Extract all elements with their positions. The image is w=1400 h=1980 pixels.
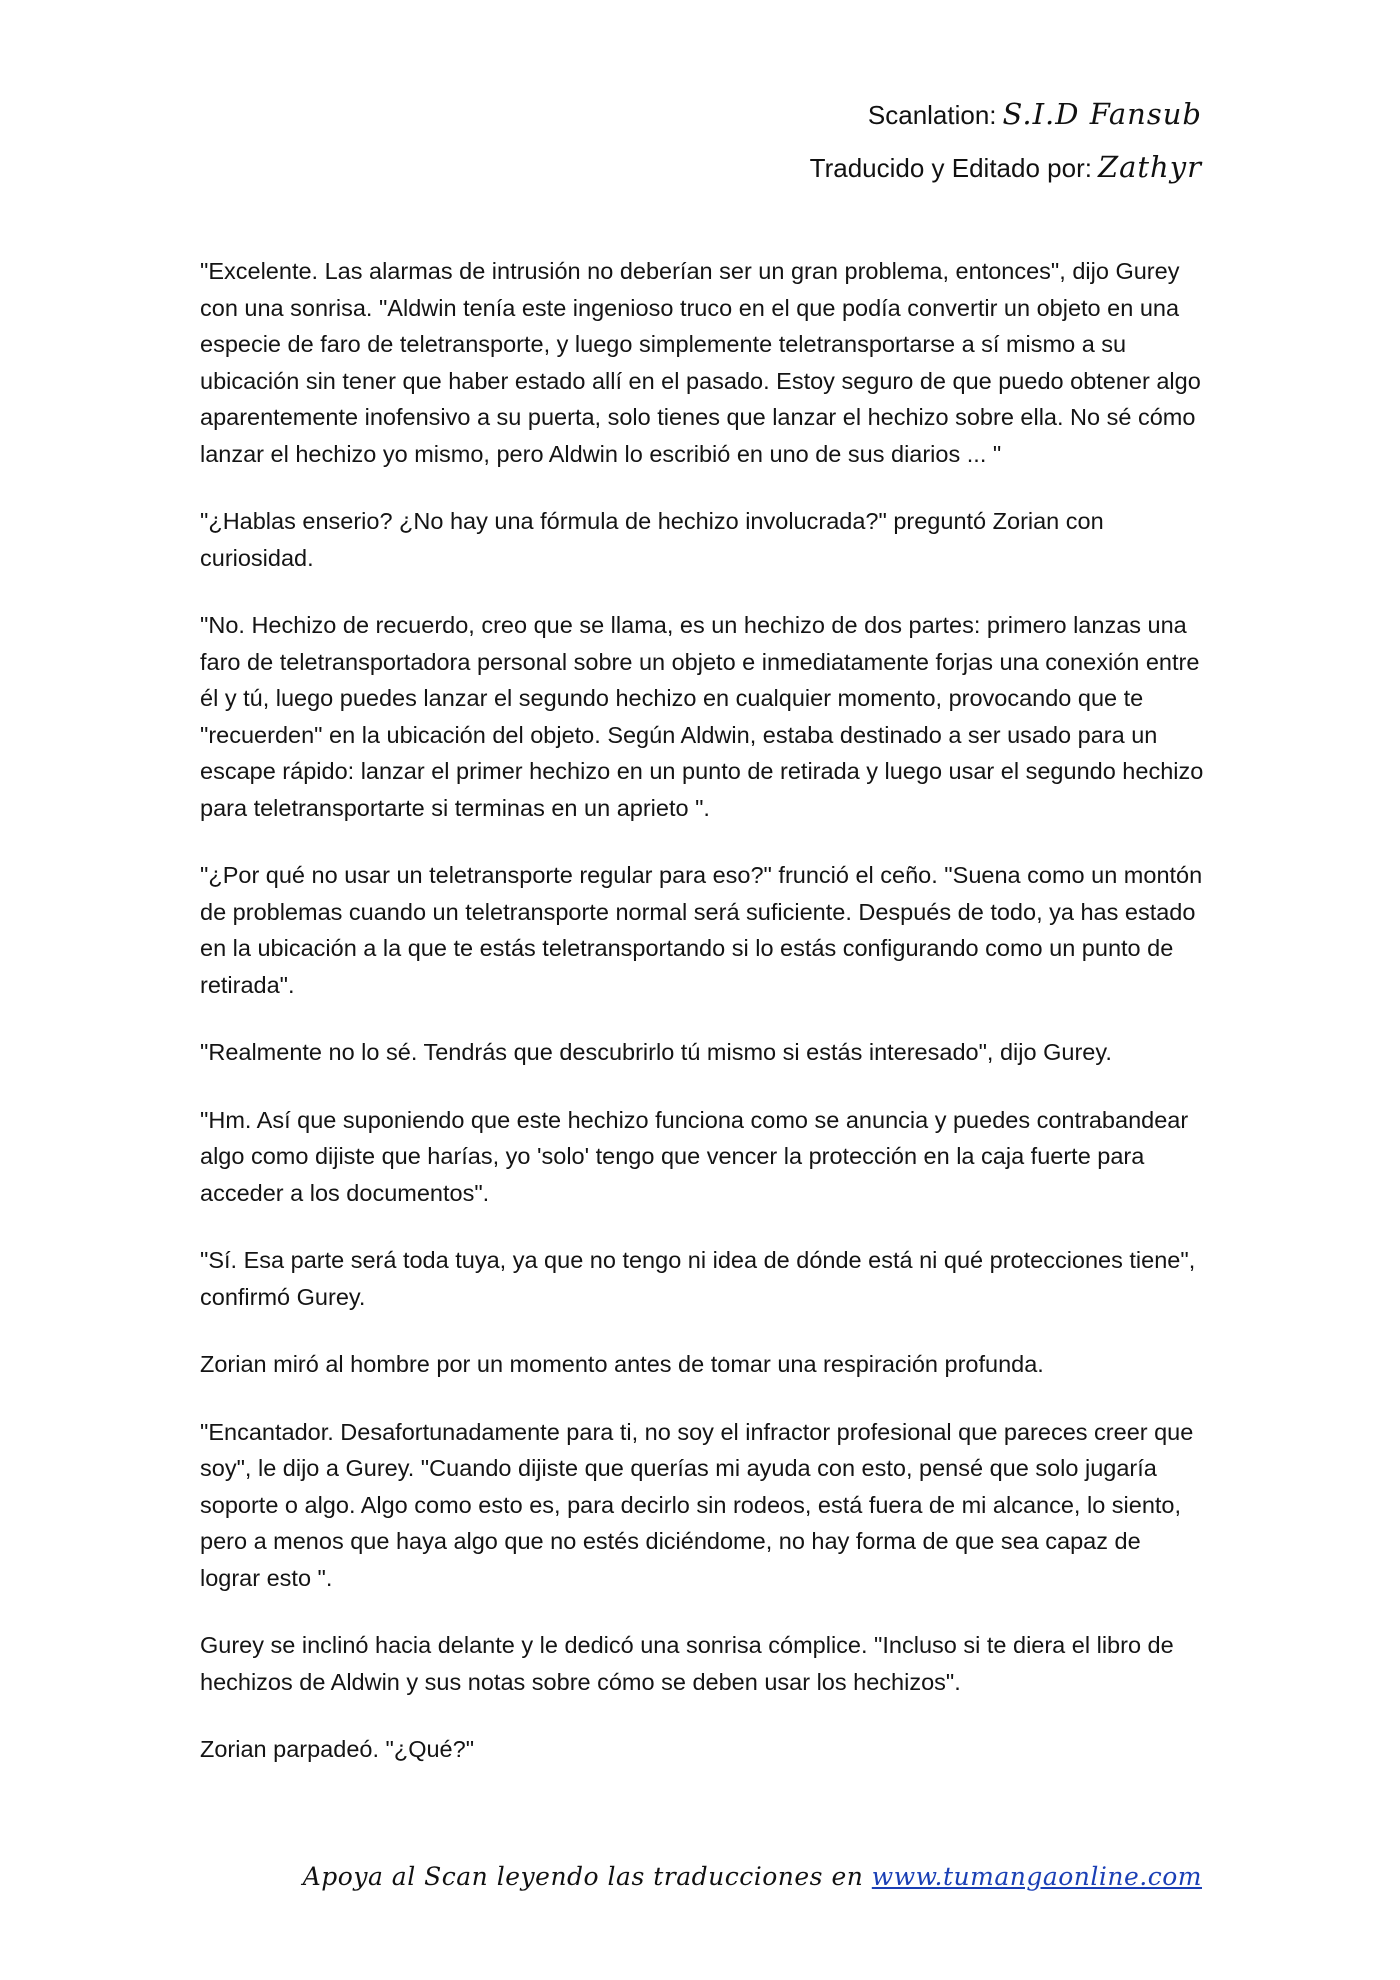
paragraph: "Encantador. Desafortunadamente para ti, no soy el infractor profesional que pareces creer que soy", le dijo a Gurey. "Cuando dijiste que querías mi ayuda con esto, pensé que solo jugaría soporte o algo. Algo como esto es, para decirlo sin rodeos, está fuera de mi alcance, lo siento, pero a menos que haya algo que no estés diciéndome, no hay forma de que sea capaz de lograr esto ". <box>200 1418 1194 1591</box>
paragraph: "¿Por qué no usar un teletransporte regular para eso?" frunció el ceño. "Suena como un montón de problemas cuando un teletransporte normal será suficiente. Después de todo, ya has estado en la ubicación a la que te estás teletransportando si lo estás configurando como un punto de retirada". <box>200 862 1203 998</box>
paragraph: "¿Hablas enserio? ¿No hay una fórmula de hechizo involucrada?" preguntó Zorian con curiosidad. <box>200 508 1104 571</box>
story-text <box>200 253 1205 1799</box>
footer-link[interactable]: www.tumangaonline.com <box>871 1862 1202 1891</box>
paragraph: "Excelente. Las alarmas de intrusión no deberían ser un gran problema, entonces", dijo Gurey con una sonrisa. "Aldwin tenía este ingenioso truco en el que podía convertir un objeto en una especie de faro de teletransporte, y luego simplemente teletransportarse a sí mismo a su ubicación sin tener que haber estado allí en el pasado. Estoy seguro de que puedo obtener algo aparentemente inofensivo a su puerta, solo tienes que lanzar el hechizo sobre ella. No sé cómo lanzar el hechizo yo mismo, pero Aldwin lo escribió en uno de sus diarios ... " <box>200 258 1201 467</box>
scanlation-label: Scanlation: <box>867 100 997 130</box>
paragraph: Zorian miró al hombre por un momento antes de tomar una respiración profunda. <box>200 1351 1044 1377</box>
translator-credit <box>810 141 1202 194</box>
footer-text: Apoya al Scan leyendo las traducciones en <box>302 1862 864 1891</box>
paragraph: "Realmente no lo sé. Tendrás que descubrirlo tú mismo si estás interesado", dijo Gurey. <box>200 1039 1112 1065</box>
paragraph: "No. Hechizo de recuerdo, creo que se llama, es un hechizo de dos partes: primero lanzas una faro de teletransportadora personal sobre un objeto e inmediatamente forjas una conexión entre él y tú, luego puedes lanzar el segundo hechizo en cualquier momento, provocando que te "recuerden" en la ubicación del objeto. Según Aldwin, estaba destinado a ser usado para un escape rápido: lanzar el primer hechizo en un punto de retirada y luego usar el segundo hechizo para teletransportarte si terminas en un aprieto ". <box>200 612 1204 821</box>
scanlation-group: S.I.D Fansub <box>1002 97 1202 131</box>
paragraph: Zorian parpadeó. "¿Qué?" <box>200 1736 475 1762</box>
credits-header <box>810 88 1202 194</box>
paragraph: "Sí. Esa parte será toda tuya, ya que no tengo ni idea de dónde está ni qué protecciones tiene", confirmó Gurey. <box>200 1247 1196 1310</box>
translator-name: Zathyr <box>1097 150 1202 184</box>
scanlation-credit <box>810 88 1202 141</box>
translator-label: Traducido y Editado por: <box>809 153 1092 183</box>
footer-note <box>303 1862 1202 1891</box>
paragraph: "Hm. Así que suponiendo que este hechizo funciona como se anuncia y puedes contrabandear algo como dijiste que harías, yo 'solo' tengo que vencer la protección en la caja fuerte para acceder a los documentos". <box>200 1106 1189 1206</box>
paragraph: Gurey se inclinó hacia delante y le dedicó una sonrisa cómplice. "Incluso si te diera el libro de hechizos de Aldwin y sus notas sobre cómo se deben usar los hechizos". <box>200 1632 1174 1695</box>
